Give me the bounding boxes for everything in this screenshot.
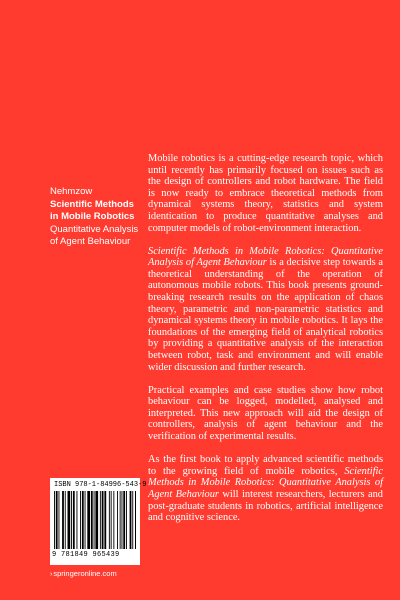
publisher-website [50,569,117,578]
barcode-box [50,478,147,565]
blurb-paragraph-1: Mobile robotics is a cutting-edge research topic, which until recently has primarily focused on issues such as the design of controllers and robot hardware. The field is now ready to embrace theoretical methods from dynamical systems theory, statistics and system identication to produce quantitative analyses and computer models of robot-environment interaction. [148,153,383,234]
blurb-p4-start: As the first book to apply advanced scientific methods to the growing field of mobile robotics, [148,454,383,477]
blurb-p4-text: will interest researchers, lecturers and post-graduate students in robotics, artificial intelligence and cognitive science. [148,488,384,524]
arrow-icon: › [50,571,53,578]
book-title-line2: in Mobile Robotics [50,211,135,222]
website-text: springeronline.com [53,569,117,578]
book-subtitle-line1: Quantitative Analysis [50,223,139,235]
barcode-number: 9 781849 965439 [52,551,120,559]
book-title-line1: Scientific Methods [50,198,134,210]
author-name: Nehmzow [50,186,93,197]
blurb-paragraph-2 [148,246,383,374]
book-subtitle-line2: of Agent Behaviour [50,236,131,247]
blurb-paragraph-4 [148,454,383,524]
back-cover-blurb [148,153,383,535]
blurb-paragraph-3: Practical examples and case studies show how robot behaviour can be logged, modelled, analysed and interpreted. This new approach will aid the design of controllers, analysis of agent behaviour and the verification of experimental results. [148,384,383,443]
blurb-p4-title: Scientific Methods in Mobile Robotics: Quantitative Analysis of Agent Behaviour [148,465,383,500]
isbn-label: ISBN 978-1-84996-543-9 [54,481,147,489]
spine-info-block [50,186,150,249]
blurb-p2-title: Scientific Methods in Mobile Robotics: Quantitative Analysis of Agent Behaviour [148,245,383,269]
blurb-p2-text: is a decisive step towards a theoretical understanding of the operation of autonomous mobile robots. This book presents ground-breaking research results on the application of chaos theory, parametric and non-parametric statistics and dynamical systems theory in mobile robotics. It lays the foundations of the emerging field of analytical robotics by providing a quantitative analysis of the interaction between robot, task and environment and will enable wider discussion and further research. [148,257,384,373]
barcode-icon [54,491,136,549]
